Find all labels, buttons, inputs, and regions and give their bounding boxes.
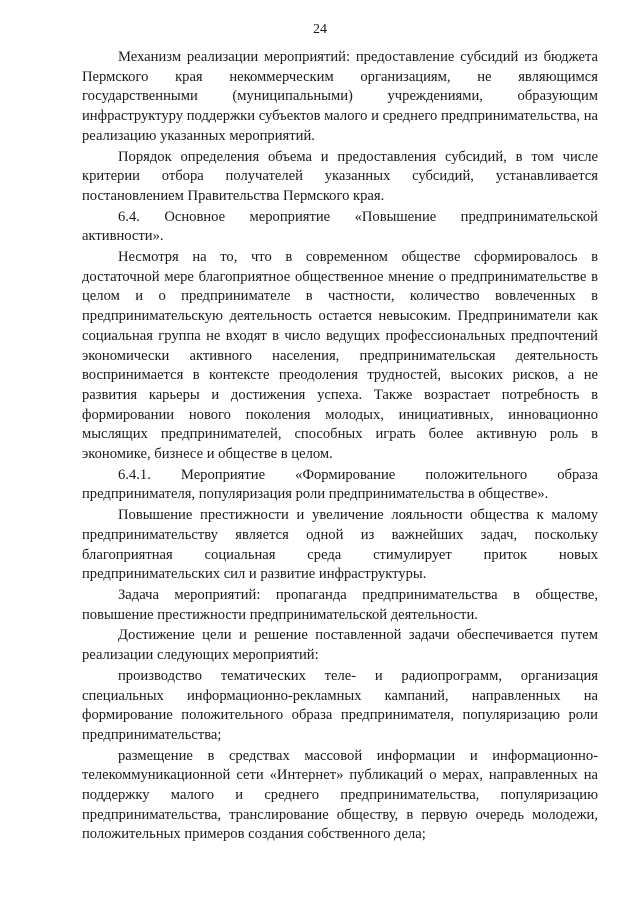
paragraph-prestige: Повышение престижности и увеличение лояльности общества к малому предпринимательству является одной из важнейших задач, поскольку благоприятная социальная среда стимулирует приток новых предпринимательских сил и развитие инфраструктуры.	[82, 507, 598, 583]
paragraph-achievement: Достижение цели и решение поставленной задачи обеспечивается путем реализации следующих мероприятий:	[82, 627, 598, 664]
paragraph-subsidy-procedure: Порядок определения объема и предоставления субсидий, в том числе критерии отбора получателей указанных субсидий, устанавливается постановлением Правительства Пермского края.	[82, 148, 598, 204]
page-number: 24	[313, 22, 327, 37]
paragraph-subsidy-mechanism: Механизм реализации мероприятий: предоставление субсидий из бюджета Пермского края некоммерческим организациям, не являющимся государственными (муниципальными) учреждениями, образующим инфраструктуру поддержки субъектов малого и среднего предпринимательства, на реализацию указанных мероприятий.	[82, 49, 598, 144]
list-item-tv-radio: производство тематических теле- и радиопрограмм, организация специальных информационно-рекламных кампаний, направленных на формирование положительного образа предпринимателя, популяризацию роли предпринимательства;	[82, 667, 598, 743]
section-heading-6-4-1: 6.4.1. Мероприятие «Формирование положительного образа предпринимателя, популяризация роли предпринимательства в обществе».	[82, 466, 598, 503]
paragraph-entrepreneurship-context: Несмотря на то, что в современном обществе сформировалось в достаточной мере благоприятное общественное мнение о предпринимательстве в целом и о предпринимателе в частности, количество вовлеченных в предпринимательскую деятельность остается невысоким. Предприниматели как социальная группа не входят в число ведущих профессиональных предпочтений экономически активного населения, предпринимательская деятельность воспринимается в контексте преодоления трудностей, высоких рисков, а не развития карьеры и достижения успеха. Также возрастает потребность в формировании нового поколения молодых, инициативных, инновационно мыслящих предпринимателей, способных играть более активную роль в экономике, бизнесе и обществе в целом.	[82, 249, 598, 463]
paragraph-task: Задача мероприятий: пропаганда предпринимательства в обществе, повышение престижности предпринимательской деятельности.	[82, 586, 598, 623]
list-item-media-placement: размещение в средствах массовой информации и информационно-телекоммуникационной сети «Интернет» публикаций о мерах, направленных на поддержку малого и среднего предпринимательства, популяризацию предпринимательства, транслирование обществу, в первую очередь молодежи, положительных примеров создания собственного дела;	[82, 747, 598, 843]
document-body	[82, 48, 598, 845]
section-heading-6-4: 6.4. Основное мероприятие «Повышение предпринимательской активности».	[82, 208, 598, 245]
